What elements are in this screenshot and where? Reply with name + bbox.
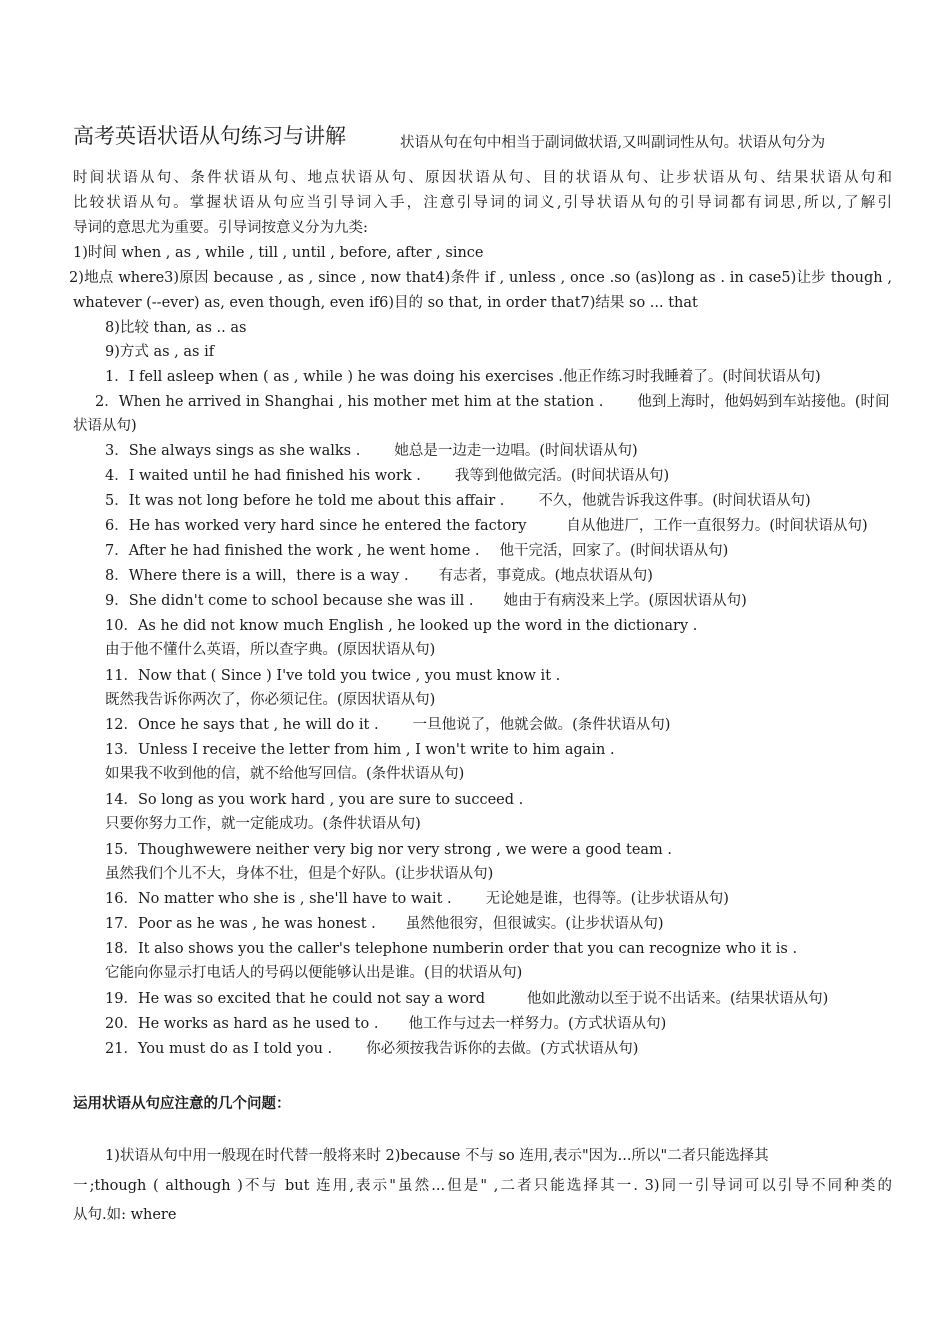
example-line (105, 715, 892, 735)
example-line (105, 491, 892, 511)
example-zh: 一旦他说了，他就会做。(条件状语从句) (412, 717, 671, 733)
example-en: 15．Thoughwewere neither very big nor very strong , we were a good team . (105, 842, 673, 858)
example-zh: 他工作与过去一样努力。(方式状语从句) (408, 1016, 667, 1032)
example-en: 16．No matter who she is , she'll have to wait . (105, 891, 452, 907)
category-line: 8)比较 than, as .. as (105, 320, 247, 336)
example-line (105, 367, 892, 387)
intro-line: 时间状语从句、条件状语从句、地点状语从句、原因状语从句、目的状语从句、让步状语从句、结果状语从句和 (73, 170, 892, 186)
example-en: 13．Unless I receive the letter from him , I won't write to him again . (105, 742, 615, 758)
example-en: 9．She didn't come to school because she was ill . (105, 593, 474, 609)
example-en: 10．As he did not know much English , he looked up the word in the dictionary . (105, 618, 698, 634)
example-zh: 虽然他很穷，但很诚实。(让步状语从句) (405, 916, 664, 932)
notes-line: 一;though ( although )不与 but 连用,表示"虽然...但是" ,二者只能选择其一. 3)同一引导词可以引导不同种类的 (73, 1178, 892, 1194)
example-zh: 自从他进厂，工作一直很努力。(时间状语从句) (566, 518, 868, 534)
example-zh: 他到上海时，他妈妈到车站接他。(时间 (637, 394, 890, 410)
notes-line: 从句.如: where (73, 1207, 177, 1223)
example-line (105, 466, 892, 486)
example-en: 只要你努力工作，就一定能成功。(条件状语从句) (105, 816, 421, 832)
example-en: 17．Poor as he was , he was honest . (105, 916, 376, 932)
example-en: 12．Once he says that , he will do it . (105, 717, 379, 733)
example-en: 1．I fell asleep when ( as , while ) he was doing his exercises . (105, 369, 563, 385)
example-line (105, 541, 892, 561)
category-line: 2)地点 where3)原因 because , as , since , now that4)条件 if , unless , once .so (as)long as . in case5)让步 though , (69, 270, 892, 286)
category-line: 1)时间 when , as , while , till , until , before, after , since (73, 245, 484, 261)
example-line (105, 840, 892, 860)
example-zh: 有志者，事竟成。(地点状语从句) (438, 568, 653, 584)
example-zh: 不久，他就告诉我这件事。(时间状语从句) (538, 493, 811, 509)
example-line (105, 939, 892, 959)
example-line (105, 989, 892, 1009)
example-en: 由于他不懂什么英语，所以查字典。(原因状语从句) (105, 642, 436, 658)
example-line (105, 441, 892, 461)
example-line (73, 416, 892, 436)
example-en: 21．You must do as I told you . (105, 1041, 333, 1057)
example-en: 18．It also shows you the caller's telephone numberin order that you can recognize who it is . (105, 941, 798, 957)
example-line (95, 392, 892, 412)
example-en: 6．He has worked very hard since he entered the factory (105, 518, 527, 534)
example-line (105, 1039, 892, 1059)
example-en: 8．Where there is a will，there is a way . (105, 568, 409, 584)
category-line: 9)方式 as , as if (105, 344, 215, 360)
example-en: 14．So long as you work hard , you are sure to succeed . (105, 792, 524, 808)
example-line (105, 889, 892, 909)
example-zh: 无论她是谁，也得等。(让步状语从句) (485, 891, 729, 907)
example-zh: 她由于有病没来上学。(原因状语从句) (503, 593, 747, 609)
example-en: 19．He was so excited that he could not say a word (105, 991, 485, 1007)
intro-line: 比较状语从句。掌握状语从句应当引导词入手，注意引导词的词义,引导状语从句的引导词都有词思,所以,了解引 (73, 195, 892, 211)
example-en: 状语从句) (73, 418, 137, 434)
page-title: 高考英语状语从句练习与讲解 (73, 124, 346, 148)
example-en: 7．After he had finished the work , he went home . (105, 543, 480, 559)
example-line (105, 566, 892, 586)
example-en: 3．She always sings as she walks . (105, 443, 361, 459)
example-zh: 她总是一边走一边唱。(时间状语从句) (394, 443, 638, 459)
intro-line: 导词的意思尤为重要。引导词按意义分为九类: (73, 220, 368, 236)
example-zh: 我等到他做完活。(时间状语从句) (454, 468, 670, 484)
example-zh: 他正作练习时我睡着了。(时间状语从句) (562, 369, 821, 385)
example-line (105, 640, 892, 660)
example-line (105, 666, 892, 686)
example-en: 既然我告诉你两次了，你必须记住。(原因状语从句) (105, 692, 436, 708)
example-line (105, 864, 892, 884)
example-en: 20．He works as hard as he used to . (105, 1016, 379, 1032)
example-line (105, 790, 892, 810)
example-line (105, 616, 892, 636)
example-line (105, 1014, 892, 1034)
example-en: 5．It was not long before he told me about this affair . (105, 493, 505, 509)
example-line (105, 814, 892, 834)
example-line (105, 963, 892, 983)
example-en: 它能向你显示打电话人的号码以便能够认出是谁。(目的状语从句) (105, 965, 523, 981)
example-line (105, 516, 892, 536)
example-zh: 你必须按我告诉你的去做。(方式状语从句) (366, 1041, 639, 1057)
intro-first-line: 状语从句在句中相当于副词做状语,又叫副词性从句。状语从句分为 (400, 135, 826, 151)
example-line (105, 764, 892, 784)
notes-line: 1)状语从句中用一般现在时代替一般将来时 2)because 不与 so 连用,表示"因为...所以"二者只能选择其 (105, 1148, 769, 1164)
category-line: whatever (--ever) as, even though, even if6)目的 so that, in order that7)结果 so ... that (73, 295, 698, 311)
example-zh: 他干完活，回家了。(时间状语从句) (499, 543, 729, 559)
example-en: 2．When he arrived in Shanghai , his mother met him at the station . (95, 394, 604, 410)
example-en: 11．Now that ( Since ) I've told you twice , you must know it . (105, 668, 561, 684)
example-line (105, 591, 892, 611)
example-en: 虽然我们个儿不大，身体不壮，但是个好队。(让步状语从句) (105, 866, 494, 882)
example-zh: 他如此激动以至于说不出话来。(结果状语从句) (526, 991, 829, 1007)
example-line (105, 914, 892, 934)
example-en: 4．I waited until he had finished his work . (105, 468, 421, 484)
example-line (105, 690, 892, 710)
example-en: 如果我不收到他的信，就不给他写回信。(条件状语从句) (105, 766, 465, 782)
notes-heading: 运用状语从句应注意的几个问题： (73, 1095, 291, 1112)
example-line (105, 740, 892, 760)
